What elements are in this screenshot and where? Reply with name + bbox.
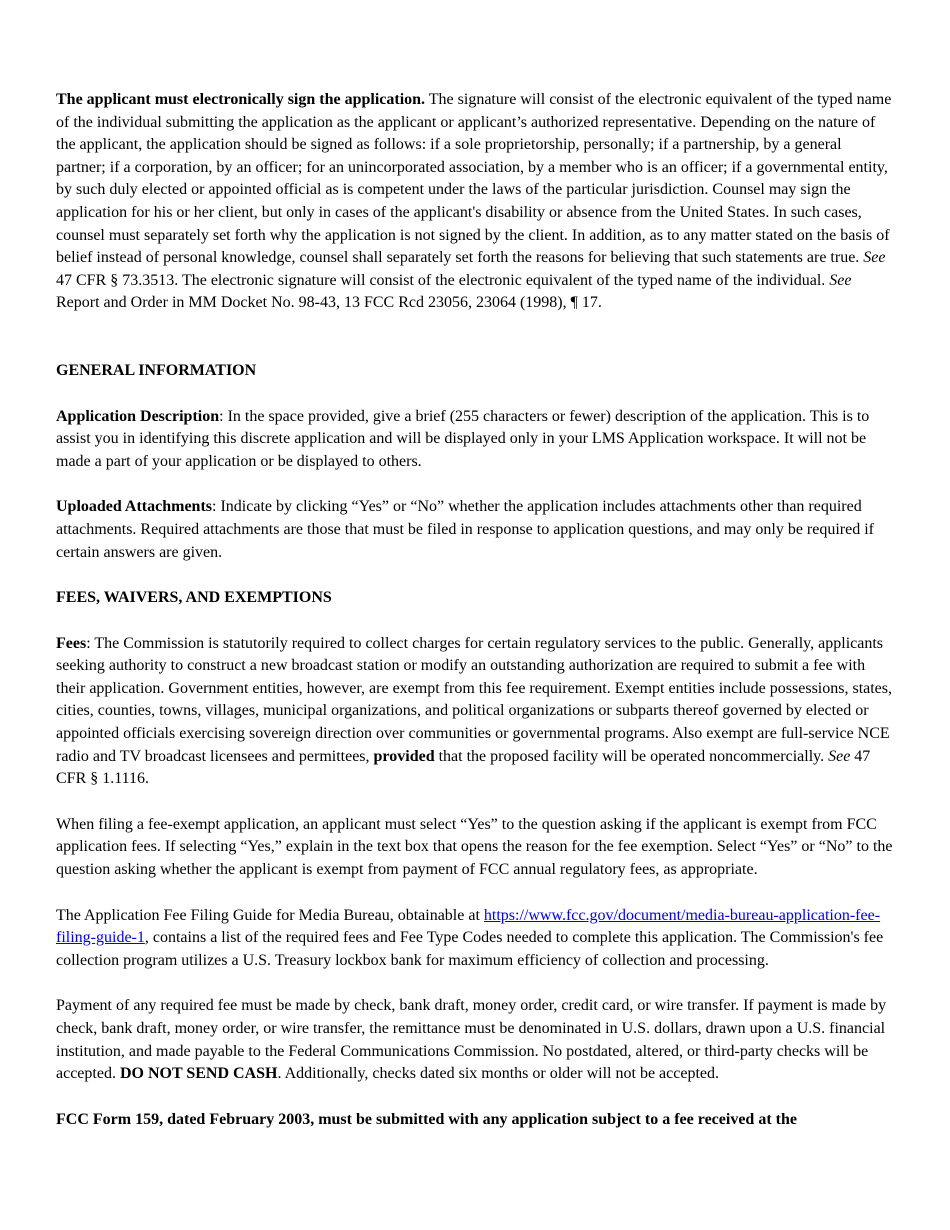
uploaded-attachments-label: Uploaded Attachments	[56, 498, 213, 516]
application-description-text: : In the space provided, give a brief (255 characters or fewer) description of the application. This is to assist you in identifying this discrete application and will be displayed only in your LMS Application workspace. It will not be made a part of your application or be displayed to others.	[56, 407, 870, 470]
fees-heading: FEES, WAIVERS, AND EXEMPTIONS	[56, 589, 332, 607]
general-information-heading: GENERAL INFORMATION	[56, 361, 257, 379]
fees-see: See	[828, 747, 851, 765]
no-cash-warning: DO NOT SEND CASH	[119, 1065, 278, 1083]
fees-paragraph	[56, 633, 894, 791]
fees-text-2: that the proposed facility will be operated noncommercially.	[434, 747, 829, 765]
fees-text-3: 47 CFR § 1.1116.	[56, 747, 871, 788]
signature-text-3: Report and Order in MM Docket No. 98-43, 13 FCC Rcd 23056, 23064 (1998), ¶ 17.	[56, 294, 602, 312]
document-page	[56, 89, 894, 1131]
application-description-label: Application Description	[56, 407, 220, 425]
fee-guide-paragraph	[56, 905, 894, 973]
signature-text-2: 47 CFR § 73.3513. The electronic signature will consist of the electronic equivalent of the typed name of the individual.	[56, 271, 830, 289]
signature-text-1: The signature will consist of the electronic equivalent of the typed name of the individual submitting the application as the applicant or applicant’s authorized representative. Depending on the nature of the applicant, the application should be signed as follows: if a sole proprietorship, personally; if a partnership, by a general partner; if a corporation, by an officer; for an unincorporated association, by a member who is an officer; if a governmental entity, by such duly elected or appointed official as is competent under the laws of the particular jurisdiction. Counsel may sign the application for his or her client, but only in cases of the applicant's disability or absence from the United States. In such cases, counsel must separately set forth why the application is not signed by the client. In addition, as to any matter stated on the basis of belief instead of personal knowledge, counsel shall separately set forth the reasons for believing that such statements are true.	[56, 91, 892, 267]
fee-exempt-paragraph: When filing a fee-exempt application, an applicant must select “Yes” to the question asking if the applicant is exempt from FCC application fees. If selecting “Yes,” explain in the text box that opens the reason for the fee exemption. Select “Yes” or “No” to the question asking whether the applicant is exempt from payment of FCC annual regulatory fees, as appropriate.	[56, 815, 893, 879]
uploaded-attachments-text: : Indicate by clicking “Yes” or “No” whether the application includes attachments other than required attachments. Required attachments are those that must be filed in response to application questions, and may only be required if certain answers are given.	[56, 498, 874, 561]
fees-provided: provided	[373, 747, 435, 765]
payment-text-1: Payment of any required fee must be made by check, bank draft, money order, credit card, or wire transfer. If payment is made by check, bank draft, money order, or wire transfer, the remittance must be denominated in U.S. dollars, drawn upon a U.S. financial institution, and made payable to the Federal Communications Commission. No postdated, altered, or third-party checks will be accepted.	[56, 997, 887, 1083]
form-159-paragraph: FCC Form 159, dated February 2003, must be submitted with any application subject to a fee received at the	[56, 1110, 797, 1128]
uploaded-attachments-paragraph	[56, 496, 894, 564]
fee-guide-text-1: The Application Fee Filing Guide for Media Bureau, obtainable at	[56, 906, 484, 924]
application-description-paragraph	[56, 406, 894, 474]
signature-see-1: See	[863, 249, 886, 267]
fees-label: Fees	[56, 634, 87, 652]
signature-lead: The applicant must electronically sign the application.	[56, 91, 426, 108]
payment-paragraph	[56, 995, 894, 1085]
fees-text-1: : The Commission is statutorily required to collect charges for certain regulatory services to the public. Generally, applicants seeking authority to construct a new broadcast station or modify an outstanding authorization are required to submit a fee with their application. Government entities, however, are exempt from this fee requirement. Exempt entities include possessions, states, cities, counties, towns, villages, municipal organizations, and political organizations or subparts thereof governed by elected or appointed officials exercising sovereign direction over communities or governmental programs. Also exempt are full-service NCE radio and TV broadcast licensees and permittees,	[56, 634, 893, 765]
fee-guide-text-2: , contains a list of the required fees and Fee Type Codes needed to complete this application. The Commission's fee collection program utilizes a U.S. Treasury lockbox bank for maximum efficiency of collection and processing.	[56, 929, 884, 969]
signature-see-2: See	[829, 271, 852, 289]
fee-guide-link[interactable]: https://www.fcc.gov/document/media-bureau-application-fee-filing-guide-1	[56, 906, 881, 947]
signature-paragraph	[56, 89, 894, 315]
payment-text-2: . Additionally, checks dated six months or older will not be accepted.	[277, 1065, 719, 1083]
